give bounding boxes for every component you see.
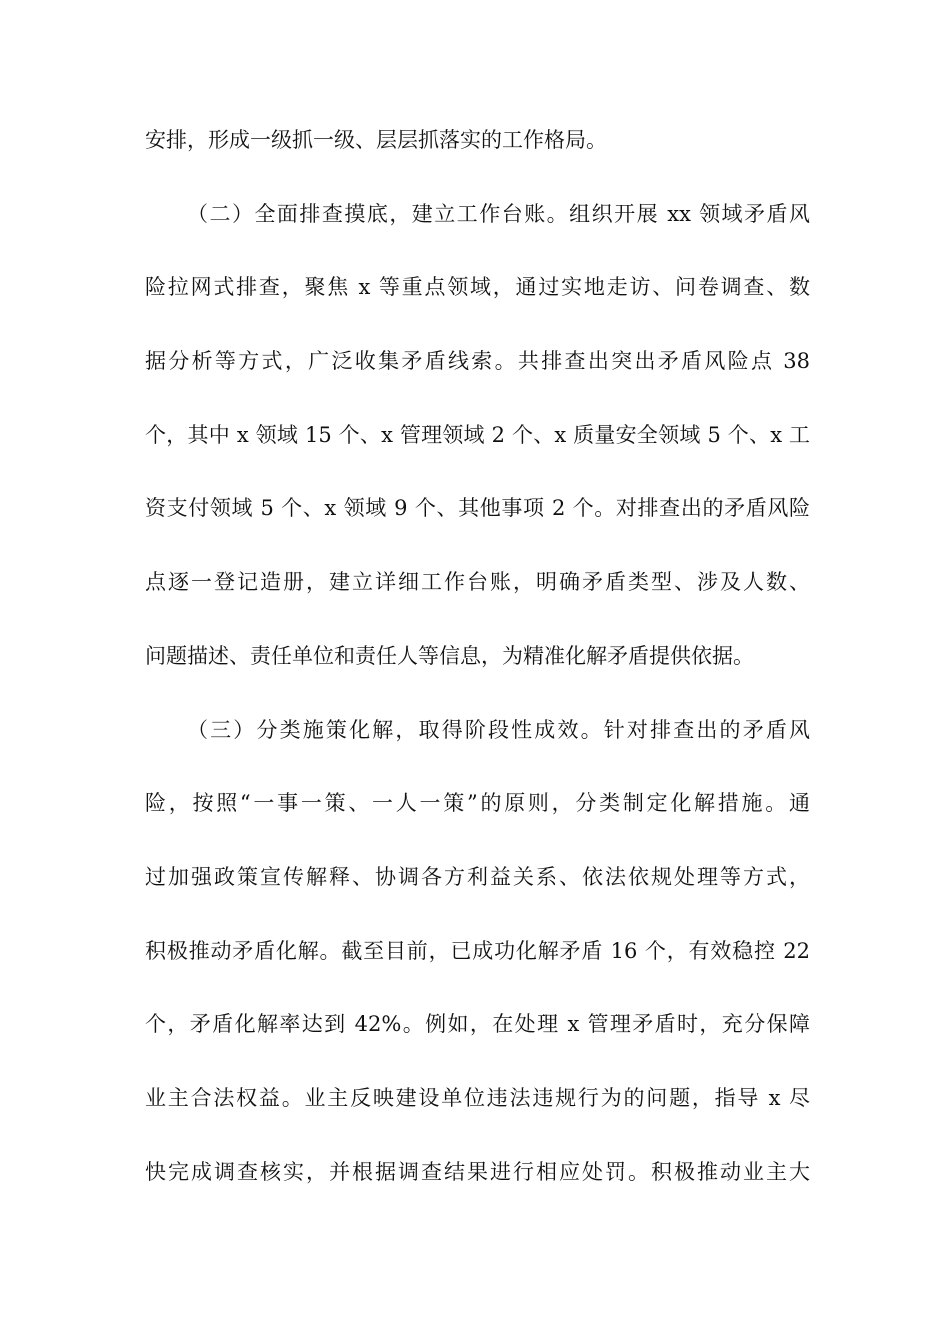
paragraph-heading-line: （二）全面排查摸底，建立工作台账。组织开展 xx 领域矛盾风 <box>187 201 810 226</box>
text-line: 个，其中 x 领域 15 个、x 管理领域 2 个、x 质量安全领域 5 个、x 工 <box>145 422 810 447</box>
text-line: 积极推动矛盾化解。截至目前，已成功化解矛盾 16 个，有效稳控 22 <box>145 938 810 963</box>
text-line: 业主合法权益。业主反映建设单位违法违规行为的问题，指导 x 尽 <box>145 1085 810 1110</box>
text-line: 过加强政策宣传解释、协调各方利益关系、依法依规处理等方式， <box>145 864 810 889</box>
text-line: 个，矛盾化解率达到 42%。例如，在处理 x 管理矛盾时，充分保障 <box>145 1012 810 1037</box>
text-line: 据分析等方式，广泛收集矛盾线索。共排查出突出矛盾风险点 38 <box>145 349 810 374</box>
text-line: 资支付领域 5 个、x 领域 9 个、其他事项 2 个。对排查出的矛盾风险 <box>145 496 810 521</box>
text-line: 险拉网式排查，聚焦 x 等重点领域，通过实地走访、问卷调查、数 <box>145 275 810 300</box>
paragraph-heading-line: （三）分类施策化解，取得阶段性成效。针对排查出的矛盾风 <box>187 717 810 742</box>
text-line: 快完成调查核实，并根据调查结果进行相应处罚。积极推动业主大 <box>145 1159 810 1184</box>
text-line: 问题描述、责任单位和责任人等信息，为精准化解矛盾提供依据。 <box>145 643 754 668</box>
text-line: 安排，形成一级抓一级、层层抓落实的工作格局。 <box>145 128 607 152</box>
text-line: 点逐一登记造册，建立详细工作台账，明确矛盾类型、涉及人数、 <box>145 570 810 595</box>
text-line: 险，按照“一事一策、一人一策”的原则，分类制定化解措施。通 <box>145 791 810 816</box>
document-body <box>145 118 810 1223</box>
